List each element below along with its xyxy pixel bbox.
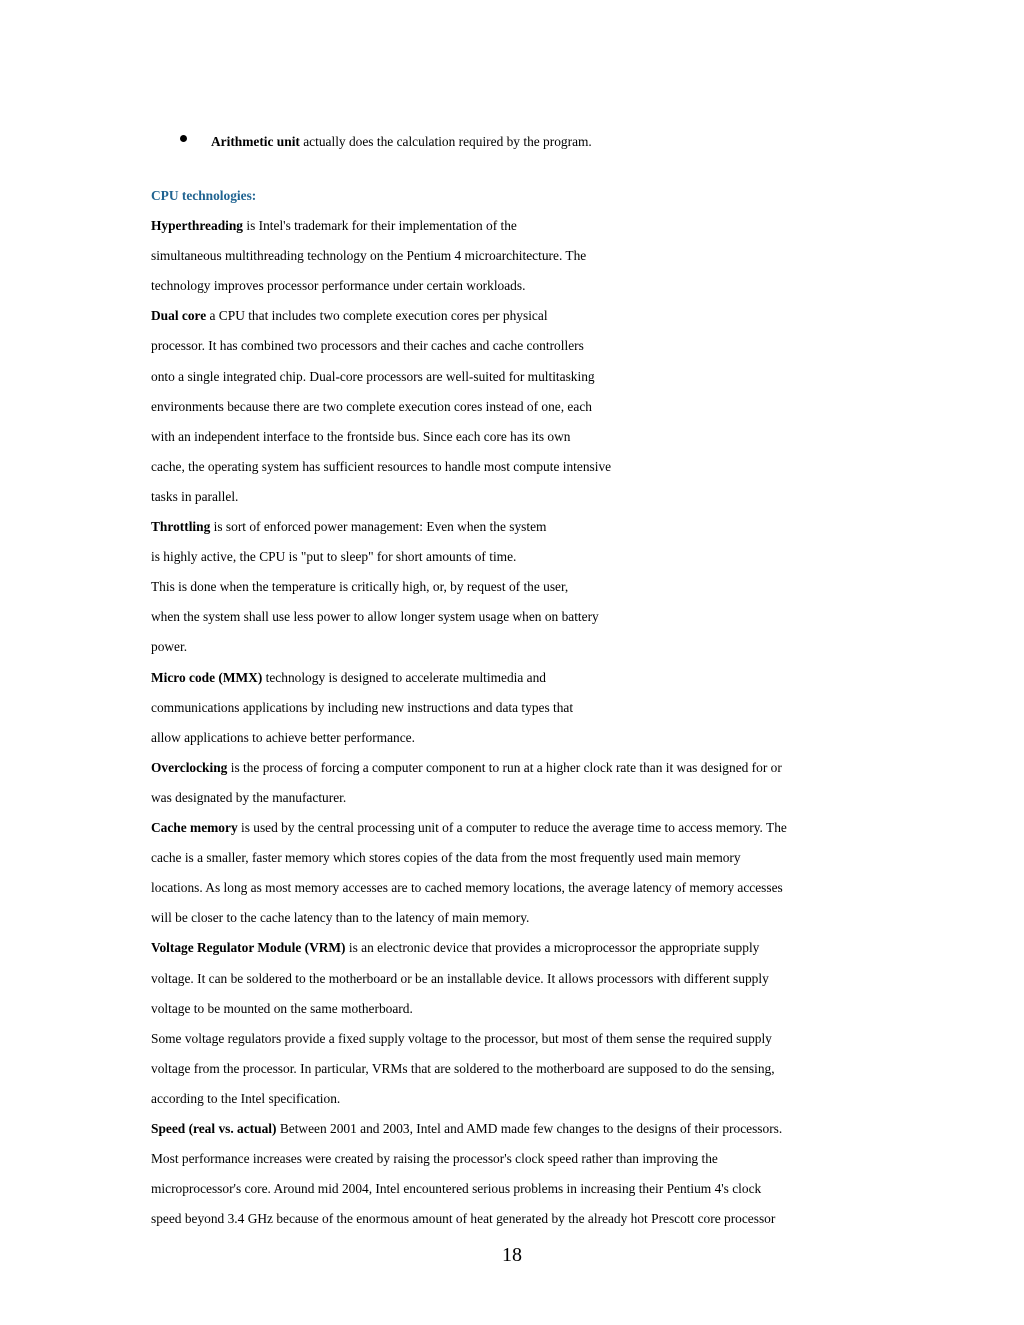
text-line [151,338,584,354]
term-label: Cache memory [151,820,238,835]
line-text: according to the Intel specification. [151,1091,341,1106]
text-line [151,399,592,415]
line-text: is highly active, the CPU is "put to sleep" for short amounts of time. [151,549,517,564]
text-line [151,308,548,324]
line-text: technology is designed to accelerate multimedia and [262,670,547,685]
text-line [151,730,415,746]
line-text: is an electronic device that provides a microprocessor the appropriate supply [345,940,760,955]
text-line [151,940,759,956]
line-text: Between 2001 and 2003, Intel and AMD made few changes to the designs of their processors. [276,1121,783,1136]
line-text: will be closer to the cache latency than to the latency of main memory. [151,910,530,925]
line-text: voltage to be mounted on the same motherboard. [151,1001,413,1016]
text-line [151,880,783,896]
line-text: locations. As long as most memory accesses are to cached memory locations, the average latency of memory accesses [151,880,783,895]
text-line [151,1151,718,1167]
line-text: simultaneous multithreading technology on the Pentium 4 microarchitecture. The [151,248,587,263]
text-line [151,790,346,806]
line-text: is the process of forcing a computer component to run at a higher clock rate than it was designed for or [227,760,782,775]
line-text: cache is a smaller, faster memory which stores copies of the data from the most frequently used main memory [151,850,741,865]
text-line [151,1121,782,1137]
text-line [151,519,546,535]
bullet-dot-icon [180,135,187,142]
text-line [151,1001,413,1017]
line-text: Most performance increases were created by raising the processor's clock speed rather than improving the [151,1151,718,1166]
line-text: communications applications by including new instructions and data types that [151,700,574,715]
text-line [151,579,568,595]
line-text: voltage. It can be soldered to the motherboard or be an installable device. It allows processors with different supply [151,971,769,986]
line-text: is sort of enforced power management: Even when the system [210,519,547,534]
line-text: voltage from the processor. In particular, VRMs that are soldered to the motherboard are supposed to do the sensing, [151,1061,775,1076]
page-number: 18 [502,1244,522,1266]
text-line [151,910,529,926]
line-text: technology improves processor performance under certain workloads. [151,278,526,293]
text-line [151,429,570,445]
text-line [151,820,787,836]
line-text: This is done when the temperature is critically high, or, by request of the user, [151,579,569,594]
section-heading: CPU technologies: [151,188,257,203]
text-line [151,1211,775,1227]
line-text: speed beyond 3.4 GHz because of the enormous amount of heat generated by the already hot Prescott core processor [151,1211,776,1226]
text-line [151,1181,761,1197]
text-line [151,700,573,716]
text-line [151,218,517,234]
text-line [151,248,586,264]
line-text: was designated by the manufacturer. [151,790,347,805]
text-line [151,459,611,475]
text-line [151,971,769,987]
term-label: Hyperthreading [151,218,244,233]
line-text: processor. It has combined two processors and their caches and cache controllers [151,338,584,353]
text-line [151,760,782,776]
term-label: Voltage Regulator Module (VRM) [151,940,346,955]
text-line [151,850,741,866]
term-label: Speed (real vs. actual) [151,1121,277,1136]
line-text: allow applications to achieve better performance. [151,730,415,745]
line-text: onto a single integrated chip. Dual-core processors are well-suited for multitasking [151,369,595,384]
line-text: when the system shall use less power to allow longer system usage when on battery [151,609,599,624]
line-text: power. [151,639,188,654]
term-label: Micro code (MMX) [151,670,263,685]
text-line [151,278,525,294]
text-line [151,670,546,686]
bullet-item [211,134,592,150]
line-text: is used by the central processing unit of a computer to reduce the average time to access memory. The [237,820,787,835]
line-text: microprocessor's core. Around mid 2004, Intel encountered serious problems in increasing their Pentium 4's clock [151,1181,762,1196]
text-line [151,489,238,505]
line-text: cache, the operating system has sufficient resources to handle most compute intensive [151,459,612,474]
text-line [151,639,187,655]
bullet-text: actually does the calculation required by the program. [299,134,592,149]
text-line [151,1031,772,1047]
line-text: Some voltage regulators provide a fixed supply voltage to the processor, but most of them sense the required supply [151,1031,772,1046]
line-text: with an independent interface to the frontside bus. Since each core has its own [151,429,571,444]
bullet-term: Arithmetic unit [211,134,300,149]
text-line [151,1091,340,1107]
text-line [151,549,516,565]
term-label: Overclocking [151,760,228,775]
line-text: a CPU that includes two complete execution cores per physical [206,308,548,323]
text-line [151,1061,775,1077]
text-line [151,369,595,385]
line-text: tasks in parallel. [151,489,239,504]
term-label: Throttling [151,519,211,534]
term-label: Dual core [151,308,207,323]
text-line [151,609,599,625]
line-text: environments because there are two complete execution cores instead of one, each [151,399,592,414]
line-text: is Intel's trademark for their implementation of the [243,218,517,233]
